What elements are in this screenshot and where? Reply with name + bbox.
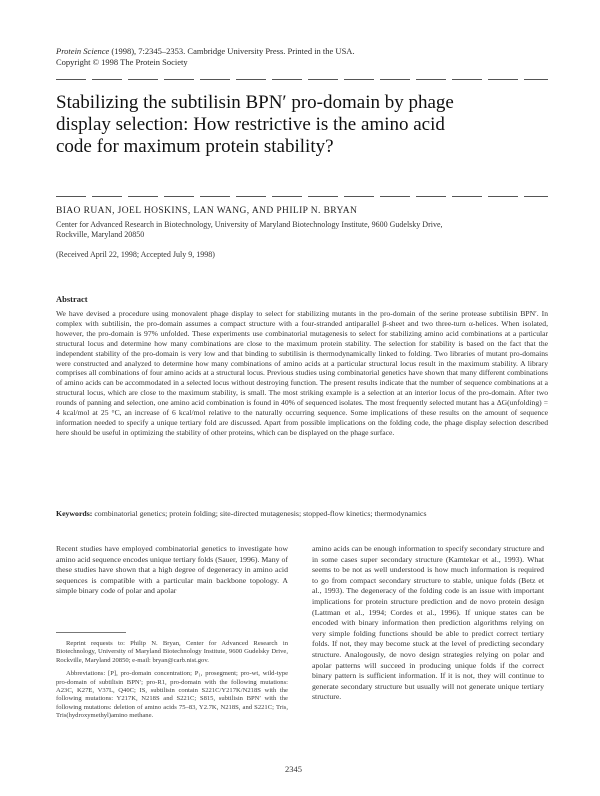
journal-name: Protein Science	[56, 46, 110, 56]
journal-header	[56, 46, 355, 67]
header-rule	[56, 79, 548, 80]
footnote-reprint: Reprint requests to: Philip N. Bryan, Center for Advanced Research in Biotechnology, University of Maryland Biotechnology Institute, 9600 Gudelsky Drive, Rockville, Maryland 20850; e-mail: bryan@carb.nist.gov.	[56, 640, 288, 664]
body-column-left: Recent studies have employed combinatorial genetics to investigate how amino acid sequence encodes unique tertiary folds (Sauer, 1996). Many of these studies have shown that a high degree of degeneracy in amino acid sequences is compatible with a particular main backbone topology. A simple binary code of polar and apolar	[56, 544, 288, 596]
footnotes	[56, 640, 288, 726]
body-column-right: amino acids can be enough information to specify secondary structure and in some cases super secondary structure (Kamtekar et al., 1993). What seems to be not as well understood is how much information is required to go from compact secondary structure to stable, unique folds (Betz et al., 1993). The degeneracy of the folding code is an issue with important implications for protein structure prediction and de novo protein design (Lattman et al., 1994; Cordes et al., 1996). If unique states can be encoded with binary information then prediction algorithms relying on very simple folding functions should be able to predict correct tertiary folds. If not, they may become stuck at the level of predicting secondary structure. Analogously, de novo design strategies relying on polar and apolar patterns will succeed in producing unique folds if the correct binary pattern is sufficient information. If it is not, they will continue to generate secondary structure but usually will not generate unique tertiary structure.	[312, 544, 544, 702]
journal-copyright: Copyright © 1998 The Protein Society	[56, 56, 188, 67]
received-dates: (Received April 22, 1998; Accepted July 9, 1998)	[56, 250, 215, 259]
page-number: 2345	[285, 764, 302, 774]
keywords-text: combinatorial genetics; protein folding; site-directed mutagenesis; stopped-flow kinetics; thermodynamics	[94, 509, 427, 518]
keywords-label: Keywords:	[56, 509, 93, 518]
keywords	[56, 509, 548, 519]
author-list: BIAO RUAN, JOEL HOSKINS, LAN WANG, AND PHILIP N. BRYAN	[56, 206, 358, 216]
footnote-rule	[56, 632, 126, 633]
abstract-heading: Abstract	[56, 294, 88, 304]
abstract-text: We have devised a procedure using monovalent phage display to select for stabilizing mutants in the pro-domain of the serine protease subtilisin BPN′. In complex with subtilisin, the pro-domain assumes a compact structure with a four-stranded antiparallel β-sheet and two three-turn α-helices. When isolated, however, the pro-domain is 97% unfolded. These experiments use combinatorial mutagenesis to select for stabilizing amino acid combinations at a particular structural locus and determine how many combinations are close to the maximum protein stability. The selection for stability is based on the fact that the independent stability of the pro-domain is very low and that binding to subtilisin is thermodynamically linked to folding. Two libraries of mutant pro-domains were constructed and analyzed to determine how many combinations of amino acids at a particular structural locus result in the maximum stability. A library comprises all combinations of four amino acids at a structural locus. Previous studies using combinatorial genetics have shown that many different combinations of amino acids can be accommodated in a selected locus without destroying function. The present results indicate that the number of sequence combinations at a structural locus, which are close to the maximum stability, is small. The most striking example is a selection at an interior locus of the pro-domain. After two rounds of panning and selection, one amino acid combination is found in 40% of sequenced isolates. The most frequently selected mutant has a ΔG(unfolding) = 4 kcal/mol at 25 °C, an increase of 6 kcal/mol relative to the naturally occurring sequence. Some implications of these results on the amount of sequence information needed to specify a unique tertiary fold are discussed. Apart from possible implications on the folding code, the phage display selection described here should be useful in optimizing the stability of other proteins, which can be displayed on the phage surface.	[56, 309, 548, 437]
title-rule	[56, 196, 548, 197]
affiliation: Center for Advanced Research in Biotechnology, University of Maryland Biotechnology Institute, 9600 Gudelsky Drive, Rockville, Maryland 20850	[56, 220, 443, 239]
footnote-abbreviations: Abbreviations: [P], pro-domain concentration; P₁, prosegment; pro-wt, wild-type pro-domain of subtilisin BPN′; pro-R1, pro-domain with the following mutations: A23C, K27E, V37L, Q40C; IS, subtilisin contain S221C/Y217K/N218S with the following mutations: Y217K, N218S and S221C; S815, subtilisin BPN′ with the following mutations: deletion of amino acids 75–83, Y2.7K, N218S, and S221C; Tris, Tris(hydroxymethyl)amino methane.	[56, 670, 288, 720]
article-title: Stabilizing the subtilisin BPN′ pro-domain by phage display selection: How restrictive is the amino acid code for maximum protein stability?	[56, 92, 454, 157]
journal-citation: (1998), 7:2345–2353. Cambridge University Press. Printed in the USA.	[111, 46, 355, 56]
